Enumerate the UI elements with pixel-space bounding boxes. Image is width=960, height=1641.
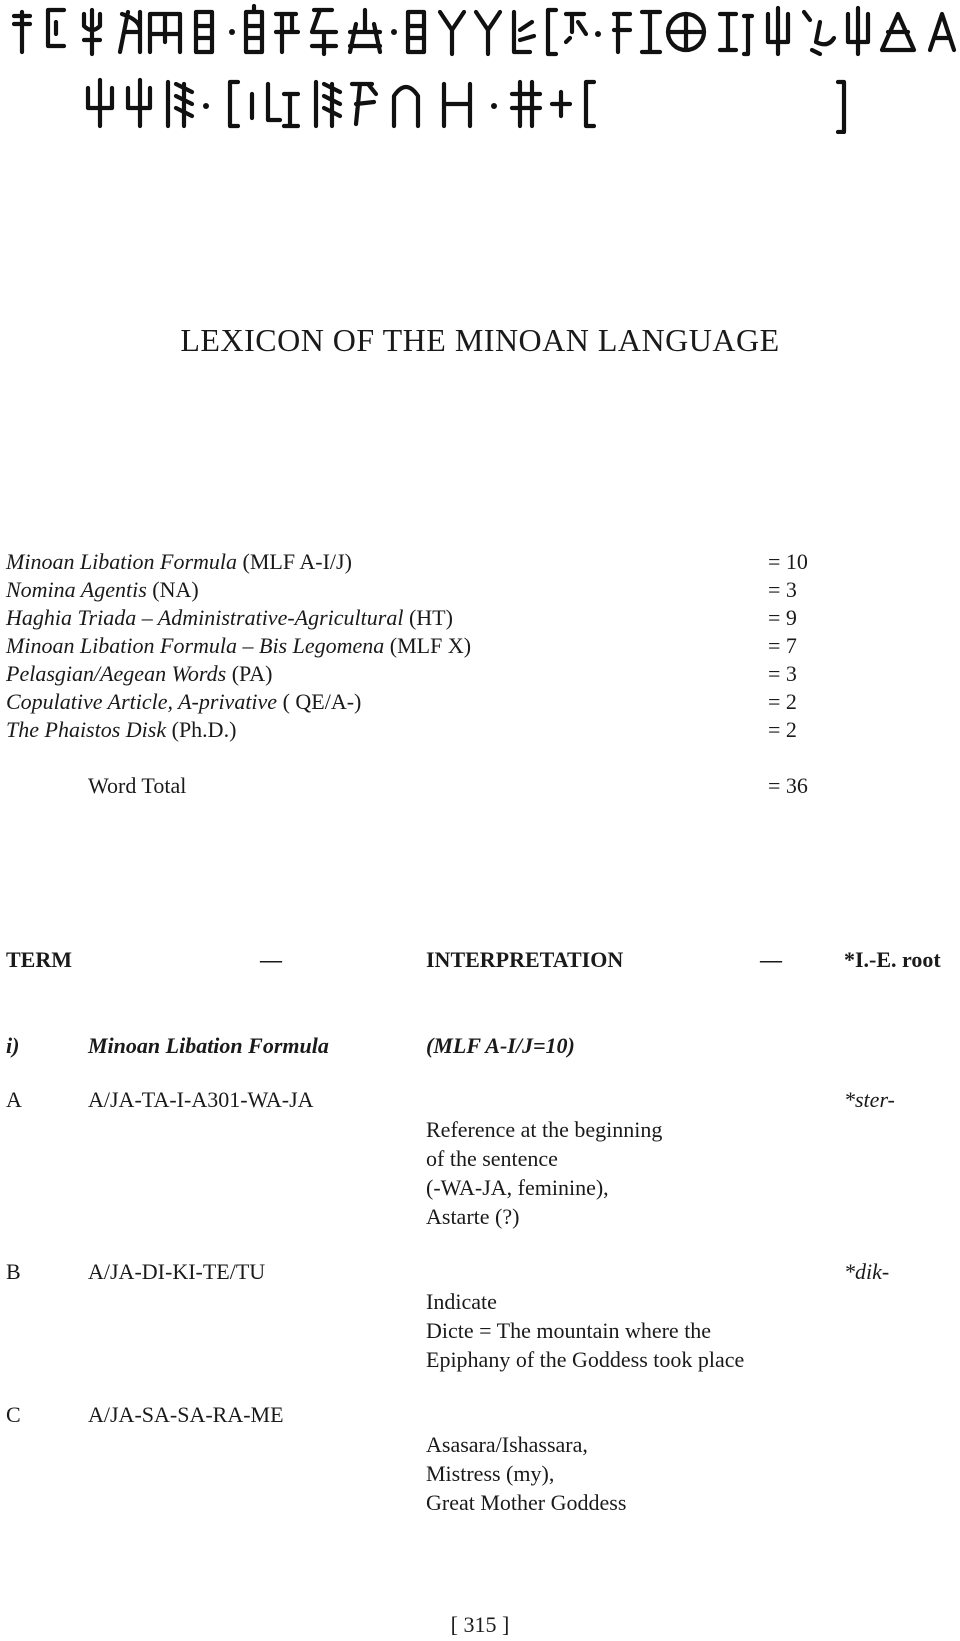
word-total-value: = 36 [768, 773, 808, 798]
section-heading [6, 1031, 956, 1061]
section-number: i) [6, 1033, 20, 1058]
interpretation-line: Indicate [426, 1289, 497, 1314]
category-count: = 9 [768, 605, 797, 630]
summary-row [6, 604, 856, 632]
entry-letter: A [6, 1087, 22, 1112]
page-number: [ 315 ] [450, 1612, 510, 1637]
entry-root: *dik- [844, 1259, 890, 1284]
category-code: (PA) [226, 661, 273, 686]
entry-interpretation [426, 1115, 662, 1231]
header-interpretation: INTERPRETATION [426, 947, 624, 972]
entry-root: *ster- [844, 1087, 895, 1112]
page-title: LEXICON OF THE MINOAN LANGUAGE [180, 322, 780, 358]
header-dash: — [260, 947, 282, 972]
entry-term: A/JA-SA-SA-RA-ME [88, 1402, 284, 1427]
category-code: (NA) [146, 577, 199, 602]
word-total-row [6, 772, 856, 800]
header-root: *I.-E. root [844, 947, 941, 972]
header-term: TERM [6, 947, 72, 972]
word-total-label: Word Total [88, 773, 187, 798]
entry-term: A/JA-DI-KI-TE/TU [88, 1259, 266, 1284]
category-count: = 3 [768, 661, 797, 686]
category-name: Minoan Libation Formula – Bis Legomena [6, 633, 385, 658]
summary-row [6, 548, 856, 576]
category-code: ( QE/A-) [277, 689, 362, 714]
category-count: = 2 [768, 689, 797, 714]
linear-a-inscription-line-2 [0, 74, 960, 134]
category-count: = 7 [768, 633, 797, 658]
interpretation-line: Reference at the beginning [426, 1117, 663, 1142]
interpretation-line: Epiphany of the Goddess took place [426, 1347, 745, 1372]
interpretation-line: (-WA-JA, feminine), [426, 1175, 609, 1200]
category-code: (MLF A-I/J) [237, 549, 352, 574]
category-count: = 3 [768, 577, 797, 602]
entry-interpretation [426, 1430, 626, 1517]
category-count: = 2 [768, 717, 797, 742]
entry-term: A/JA-TA-I-A301-WA-JA [88, 1087, 314, 1112]
summary-row [6, 576, 856, 604]
section-code: (MLF A-I/J=10) [426, 1033, 575, 1058]
category-name: Haghia Triada – Administrative-Agricultural [6, 605, 404, 630]
category-code: (MLF X) [384, 633, 472, 658]
interpretation-line: Mistress (my), [426, 1461, 555, 1486]
interpretation-line: Great Mother Goddess [426, 1490, 627, 1515]
interpretation-line: Asasara/Ishassara, [426, 1432, 588, 1457]
header-dash: — [760, 947, 782, 972]
section-name: Minoan Libation Formula [88, 1033, 329, 1058]
interpretation-line: Dicte = The mountain where the [426, 1318, 712, 1343]
interpretation-line: Astarte (?) [426, 1204, 520, 1229]
column-header [6, 945, 956, 975]
entry-interpretation [426, 1287, 744, 1374]
linear-a-inscription-line-1 [0, 2, 960, 62]
category-code: (Ph.D.) [166, 717, 237, 742]
category-code: (HT) [403, 605, 453, 630]
category-name: Minoan Libation Formula [6, 549, 238, 574]
category-name: Pelasgian/Aegean Words [6, 661, 227, 686]
interpretation-line: of the sentence [426, 1146, 558, 1171]
category-name: Copulative Article, A-privative [6, 689, 278, 714]
summary-row [6, 688, 856, 716]
summary-row [6, 660, 856, 688]
entry-letter: C [6, 1402, 21, 1427]
summary-row [6, 632, 856, 660]
entry-letter: B [6, 1259, 21, 1284]
summary-row [6, 716, 856, 744]
category-name: The Phaistos Disk [6, 717, 167, 742]
word-count-summary [6, 548, 856, 800]
category-count: = 10 [768, 549, 808, 574]
category-name: Nomina Agentis [6, 577, 147, 602]
